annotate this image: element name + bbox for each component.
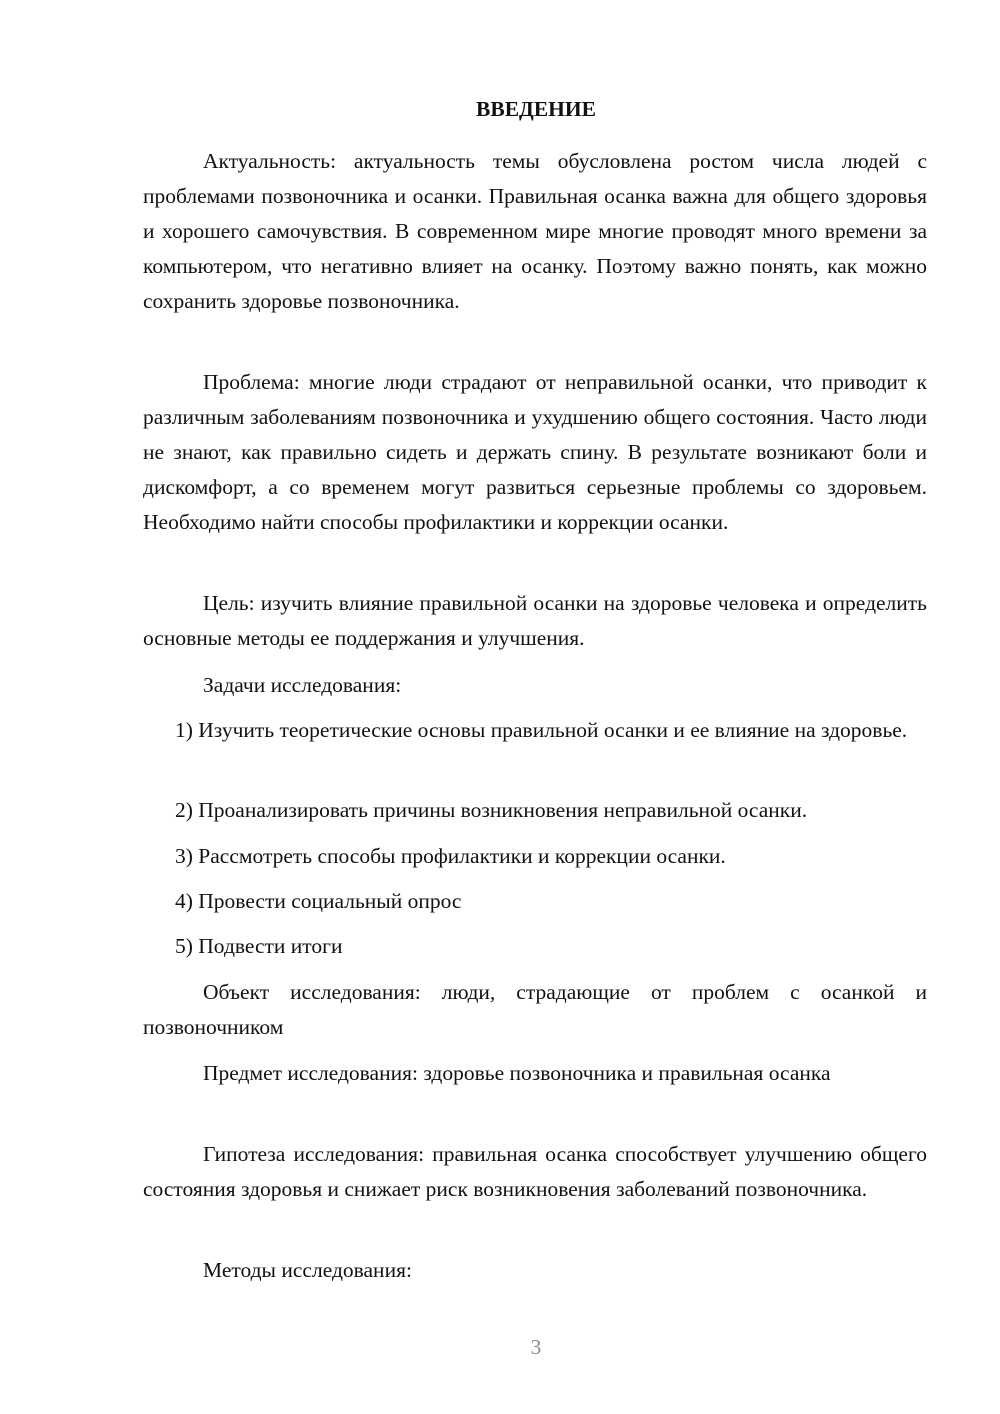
task-item-3: 3) Рассмотреть способы профилактики и коррекции осанки. bbox=[175, 844, 726, 868]
task-item-1: 1) Изучить теоретические основы правильной осанки и ее влияние на здоровье. bbox=[175, 718, 908, 742]
task-item-2: 2) Проанализировать причины возникновения неправильной осанки. bbox=[175, 798, 808, 822]
paragraph-subject: Предмет исследования: здоровье позвоночника и правильная осанка bbox=[203, 1061, 831, 1085]
task-item-4: 4) Провести социальный опрос bbox=[175, 889, 462, 913]
methods-heading: Методы исследования: bbox=[203, 1258, 412, 1282]
section-title: ВВЕДЕНИЕ bbox=[476, 97, 596, 121]
paragraph-relevance: Актуальность: актуальность темы обусловлена ростом числа людей с проблемами позвоночника и осанки. Правильная осанка важна для общего здоровья и хорошего самочувствия. В современном мире многие проводят много времени за компьютером, что негативно влияет на осанку. Поэтому важно понять, как можно сохранить здоровье позвоночника. bbox=[143, 149, 927, 313]
tasks-heading: Задачи исследования: bbox=[203, 673, 402, 697]
paragraph-object: Объект исследования: люди, страдающие от проблем с осанкой и позвоночником bbox=[143, 980, 927, 1039]
paragraph-problem: Проблема: многие люди страдают от неправильной осанки, что приводит к различным заболеваниям позвоночника и ухудшению общего состояния. Часто люди не знают, как правильно сидеть и держать спину. В результате возникают боли и дискомфорт, а со временем могут развиться серьезные проблемы со здоровьем. Необходимо найти способы профилактики и коррекции осанки. bbox=[143, 370, 927, 534]
task-item-5: 5) Подвести итоги bbox=[175, 934, 343, 958]
paragraph-hypothesis: Гипотеза исследования: правильная осанка способствует улучшению общего состояния здоровья и снижает риск возникновения заболеваний позвоночника. bbox=[143, 1142, 927, 1201]
paragraph-goal: Цель: изучить влияние правильной осанки на здоровье человека и определить основные методы ее поддержания и улучшения. bbox=[143, 591, 927, 650]
page-number: 3 bbox=[530, 1335, 542, 1359]
